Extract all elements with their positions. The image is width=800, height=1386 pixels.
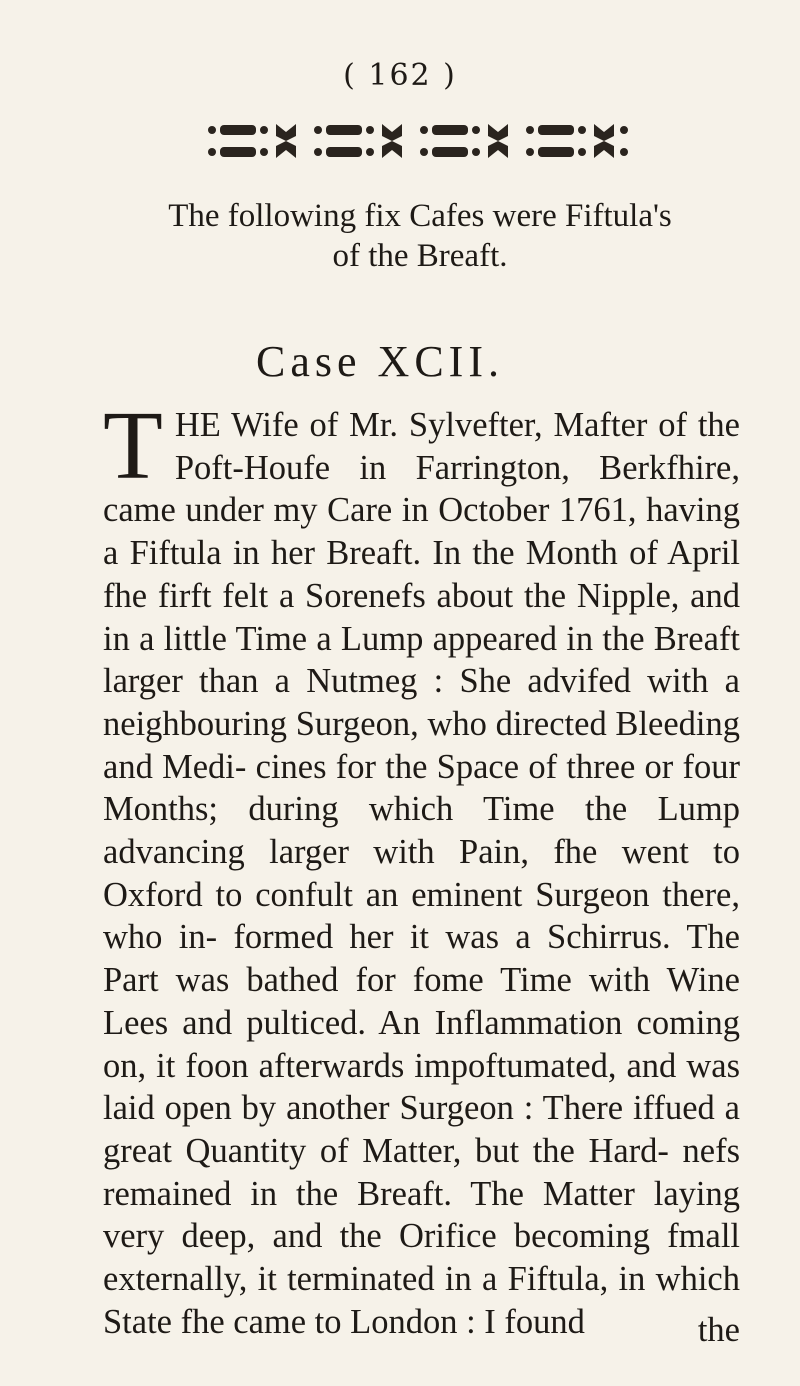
catchword: the (697, 1311, 740, 1349)
decorative-ornament-band (200, 118, 630, 164)
body-paragraph: HE Wife of Mr. Sylvefter, Mafter of the Poft-Houfe in Farrington, Berkfhire, came under my Care in October 1761, having a Fiftula in her Breaft. In the Month of April fhe firft felt a Sorenefs about the Nipple, and in a little Time a Lump appeared in the Breaft larger than a Nutmeg : She advifed with a neighbouring Surgeon, who directed Bleeding and Medi- cines for the Space of three or four Months; during which Time the Lump advancing larger with Pain, fhe went to Oxford to confult an eminent Surgeon there, who in- formed her it was a Schirrus. The Part was bathed for fome Time with Wine Lees and pulticed. An Inflammation coming on, it foon afterwards impoftumated, and was laid open by another Surgeon : There iffued a great Quantity of Matter, but the Hard- nefs remained in the Breaft. The Matter laying very deep, and the Orifice becoming fmall externally, it terminated in a Fiftula, in which State fhe came to London : I found (103, 406, 740, 1341)
section-heading: The following fix Cafes were Fiftula's of the Breaft. (168, 198, 672, 274)
page-number: ( 162 ) (343, 58, 457, 93)
case-title: Case XCII. (256, 337, 504, 386)
case-body-text (103, 392, 740, 1343)
drop-capital: T (103, 392, 163, 500)
ornament-motif (208, 124, 296, 158)
